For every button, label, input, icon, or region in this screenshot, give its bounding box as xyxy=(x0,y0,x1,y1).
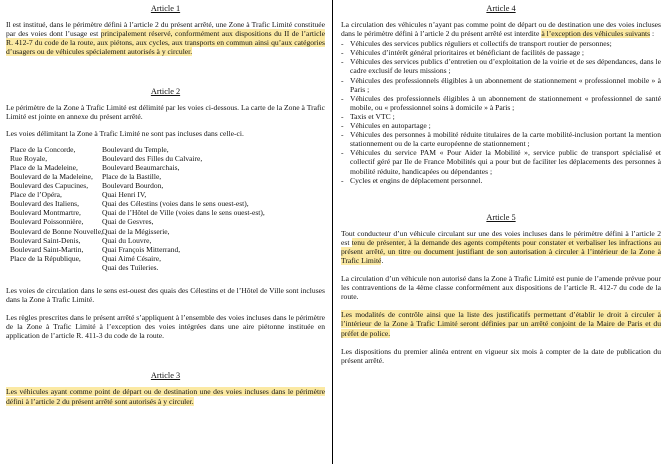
street-name: Boulevard Saint-Martin, xyxy=(10,244,84,254)
exemption-item xyxy=(341,57,661,75)
street-name: Boulevard des Italiens, xyxy=(10,199,79,209)
street-name: Quai des Tuileries. xyxy=(102,262,159,272)
bullet-dash: - xyxy=(341,111,344,121)
exemption-item xyxy=(341,39,661,48)
article-5-p4: Les dispositions du premier alinéa entrent en vigueur six mois à compter de la date de publication du présent arrêté. xyxy=(341,346,661,365)
street-name: Place de la Bastille, xyxy=(102,171,162,181)
article-2-heading: Article 2 xyxy=(150,87,181,97)
street-name: Quai des Célestins (voies dans le sens ouest-est), xyxy=(102,199,249,209)
street-name: Quai Henri IV, xyxy=(102,190,147,200)
street-name: Quai de la Mégisserie, xyxy=(102,226,170,236)
street-name: Boulevard des Filles du Calvaire, xyxy=(102,153,203,163)
article-5-heading: Article 5 xyxy=(486,212,516,222)
street-name: Boulevard de Bonne Nouvelle, xyxy=(10,226,103,236)
article-5-p1-plain: Tout conducteur d’un véhicule circulant sur une des voies incluses dans le périmètre défini à l’article 2 est xyxy=(341,228,661,247)
street-name: Quai de Gesvres, xyxy=(102,217,154,227)
street-name: Boulevard du Temple, xyxy=(102,144,169,154)
street-name: Rue Royale, xyxy=(10,153,48,163)
exemption-item xyxy=(341,121,661,130)
street-name: Boulevard Bourdon, xyxy=(102,181,164,191)
exemption-item-text: Véhicules des services publics d’entretien ou d’exploitation de la voirie et de ses dépendances, dans le cadre exclusif de leurs missions ; xyxy=(350,57,661,76)
article-5-p1-highlight: tenu de présenter, à la demande des agents compétents pour constater et verbaliser les infractions au présent arrêté, un titre ou document justifiant de son autorisation à circuler à l’intérieur de la Zone à Trafic Limité xyxy=(341,237,661,265)
street-name: Place de la République, xyxy=(10,253,81,263)
exemption-item xyxy=(341,112,661,121)
street-name: Quai François Mitterrand, xyxy=(102,244,181,254)
street-name: Boulevard de la Madeleine, xyxy=(10,171,93,181)
street-name: Boulevard Beaumarchais, xyxy=(102,162,180,172)
article-1-text-highlight: principalement réservé, conformément aux dispositions du II de l’article R. 412-7 du code de la route, aux piétons, aux cycles, aux transports en commun ainsi qu’aux catégories d’usagers ou de véhicules spécialement autorisés à y circuler. xyxy=(6,29,325,57)
article-3-text-highlight: Les véhicules ayant comme point de départ ou de destination une des voies incluses dans le périmètre défini à l’article 2 du présent arrêté sont autorisés à y circuler. xyxy=(6,387,325,406)
street-name: Boulevard des Capucines, xyxy=(10,181,89,191)
street-name: Place de la Concorde, xyxy=(10,144,76,154)
exemption-item xyxy=(341,94,661,112)
article-1-text xyxy=(6,20,325,56)
bullet-dash: - xyxy=(341,39,344,49)
article-5-p3 xyxy=(341,310,661,337)
exemption-item-text: Véhicules du service PAM « Pour Aider la Mobilité », service public de transport spécialisé et collectif géré par Ile de France Mobilités qui a pour but de faciliter les déplacements des personnes à mobilité réduite, handicapées ou dépendantes ; xyxy=(350,148,661,176)
article-2-intro: Le périmètre de la Zone à Trafic Limité est délimité par les voies ci-dessous. La carte de la Zone à Trafic Limité est jointe en annexe du présent arrêté. xyxy=(6,103,325,122)
exemption-item xyxy=(341,76,661,94)
bullet-dash: - xyxy=(341,175,344,185)
exemption-item-text: Véhicules des personnes à mobilité réduite titulaires de la carte mobilité-inclusion portant la mention stationnement ou de la carte européenne de stationnement ; xyxy=(350,130,661,149)
article-3-text xyxy=(6,387,325,405)
bullet-dash: - xyxy=(341,121,344,131)
street-name: Place de l’Opéra, xyxy=(10,190,62,200)
exemption-item xyxy=(341,130,661,148)
exemption-item xyxy=(341,48,661,57)
article-3-heading: Article 3 xyxy=(150,371,181,381)
article-5-p3-highlight: Les modalités de contrôle ainsi que la liste des justificatifs permettant d’établir le droit à circuler à l’intérieur de la Zone à Trafic Limité seront définies par un arrêté conjoint de la Maire de Paris et du préfet de police. xyxy=(341,310,661,338)
article-2-sens: Les voies de circulation dans le sens est-ouest des quais des Célestins et de l’Hôtel de Ville sont incluses dans la Zone à Trafic Limité. xyxy=(6,285,325,305)
street-name: Boulevard Poissonnière, xyxy=(10,217,84,227)
article-5-p2: La circulation d’un véhicule non autorisé dans la Zone à Trafic Limité est punie de l’amende prévue pour les contraventions de la 4ème classe conformément aux dispositions de l’article R. 412-7 du code de la route. xyxy=(341,274,661,302)
street-name: Quai Aimé Césaire, xyxy=(102,253,161,263)
article-1-text-plain: Il est institué, dans le périmètre défini à l’article 2 du présent arrêté, une Zone à Trafic Limité constituée par des voies dont l’usage est xyxy=(6,20,325,39)
article-4-intro xyxy=(341,20,661,38)
exemption-list xyxy=(341,39,661,185)
exemption-item xyxy=(341,148,661,175)
right-column xyxy=(334,0,667,464)
exemption-item-text: Taxis et VTC ; xyxy=(350,111,395,121)
street-name: Boulevard Montmartre, xyxy=(10,208,81,218)
bullet-dash: - xyxy=(341,130,344,140)
article-4-intro-colon: : xyxy=(650,29,655,39)
article-4-heading: Article 4 xyxy=(486,4,516,13)
street-list-left xyxy=(10,145,102,272)
street-name: Quai du Louvre, xyxy=(102,235,152,245)
street-list-right xyxy=(102,145,325,272)
street-name: Boulevard Saint-Denis, xyxy=(10,235,81,245)
bullet-dash: - xyxy=(341,57,344,67)
exemption-item-text: Véhicules des services publics réguliers et collectifs de transport routier de personnes; xyxy=(350,39,612,49)
street-list xyxy=(10,145,325,272)
article-2-regles: Les règles prescrites dans le présent arrêté s’appliquent à l’ensemble des voies incluses dans le périmètre de la Zone à Trafic Limité à l’exception des voies intégrées dans une aire piétonne instituée en application de l’article R. 411-3 du code de la route. xyxy=(6,313,325,341)
exemption-item-text: Véhicules des professionnels éligibles à un abonnement de stationnement « professionnel de santé mobile, ou « professionnel soins à domicile » à Paris ; xyxy=(350,93,661,112)
exemption-item-text: Véhicules des professionnels éligibles à un abonnement de stationnement « professionnel mobile » à Paris ; xyxy=(350,75,661,94)
article-4-intro-highlight: à l’exception des véhicules suivants xyxy=(541,29,651,39)
exemption-item-text: Véhicules en autopartage ; xyxy=(350,121,431,131)
street-name: Quai de l’Hôtel de Ville (voies dans le sens ouest-est), xyxy=(102,208,265,218)
bullet-dash: - xyxy=(341,75,344,85)
street-name: Place de la Madeleine, xyxy=(10,162,78,172)
article-1-heading: Article 1 xyxy=(150,4,181,13)
left-column xyxy=(0,0,333,464)
article-5-p1 xyxy=(341,229,661,265)
article-4-intro-plain: La circulation des véhicules n’ayant pas comme point de départ ou de destination une des voies incluses dans le périmètre défini à l’article 2 du présent arrêté est interdite xyxy=(341,20,661,39)
bullet-dash: - xyxy=(341,148,344,158)
bullet-dash: - xyxy=(341,93,344,103)
bullet-dash: - xyxy=(341,48,344,58)
exemption-item-text: Cycles et engins de déplacement personnel. xyxy=(350,175,483,185)
exemption-item xyxy=(341,176,661,185)
exemption-item-text: Véhicules d’intérêt général prioritaires et bénéficiant de facilités de passage ; xyxy=(350,48,585,58)
article-2-not-included: Les voies délimitant la Zone à Trafic Limité ne sont pas incluses dans celle-ci. xyxy=(6,128,244,138)
article-5-p1-end: . xyxy=(381,255,384,265)
